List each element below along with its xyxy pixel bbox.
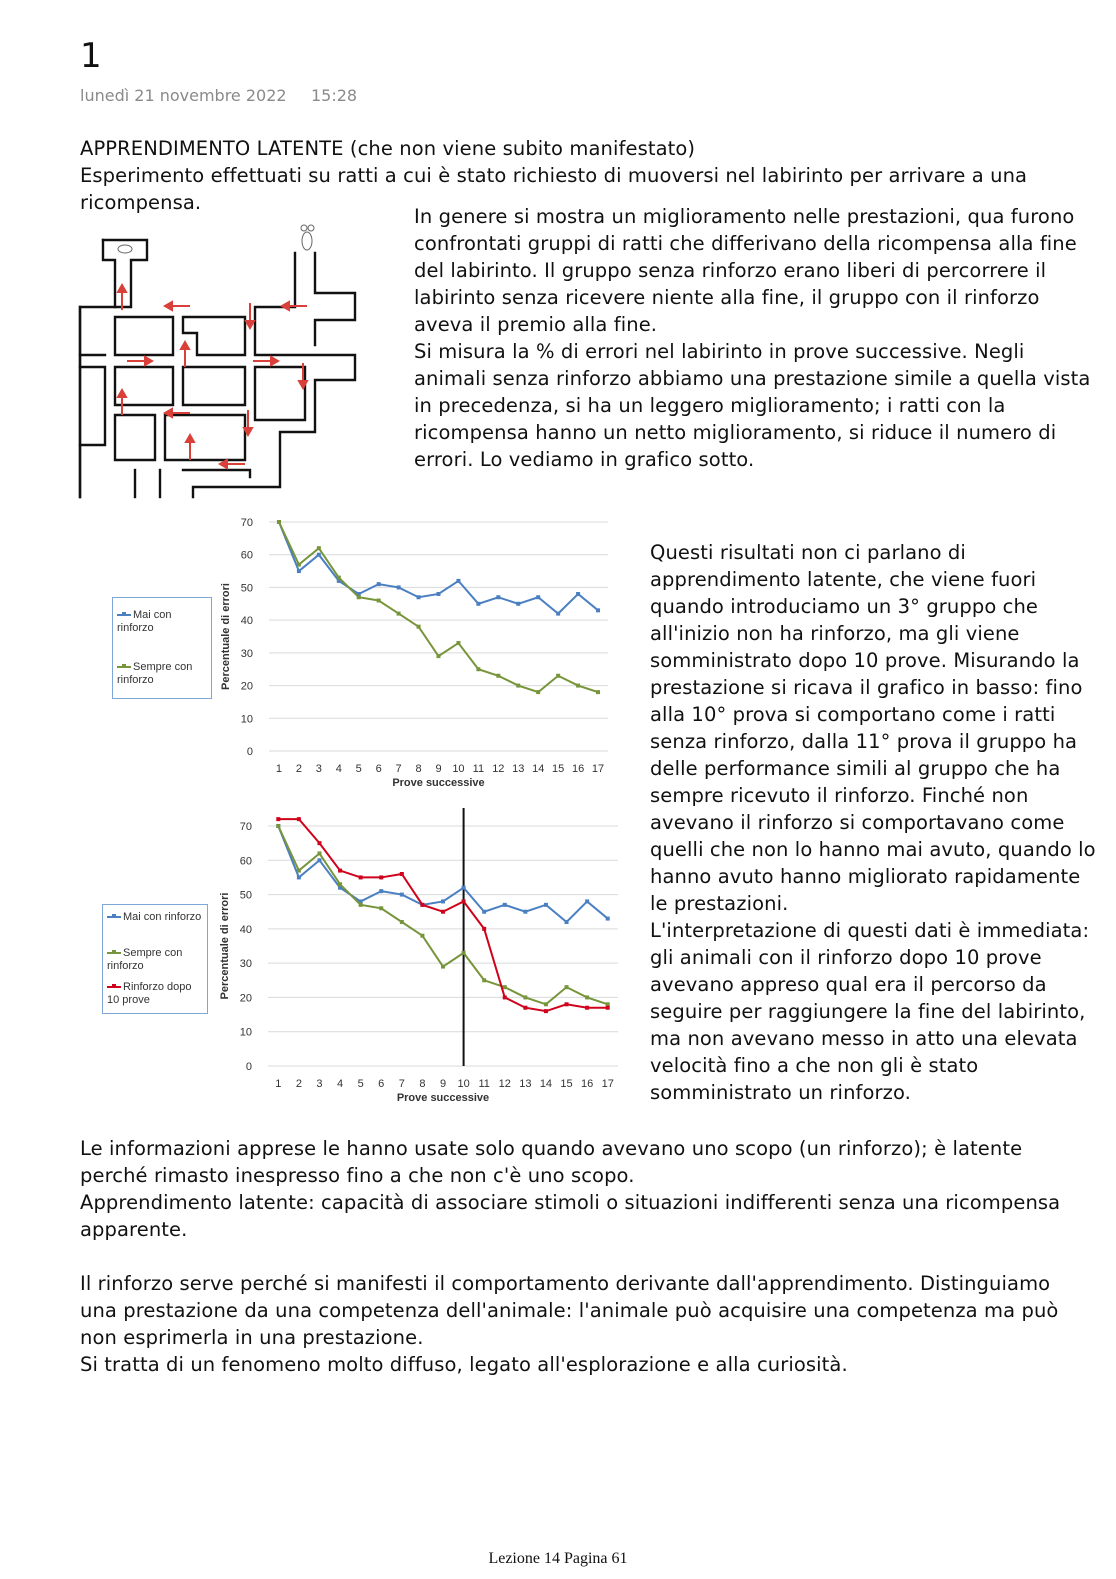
y-tick-label: 10 bbox=[240, 713, 253, 726]
data-point bbox=[441, 965, 445, 969]
data-point bbox=[397, 585, 401, 589]
data-point bbox=[596, 690, 600, 694]
data-point bbox=[420, 903, 424, 907]
legend-item-blue bbox=[107, 911, 205, 924]
conclusion-paragraph-4: Si tratta di un fenomeno molto diffuso, legato all'esplorazione e alla curiosità. bbox=[80, 1353, 848, 1376]
x-tick-label: 16 bbox=[571, 763, 585, 775]
data-point bbox=[556, 674, 560, 678]
data-point bbox=[359, 875, 363, 879]
data-point bbox=[536, 690, 540, 694]
x-tick-label: 15 bbox=[560, 1078, 573, 1090]
data-point bbox=[400, 893, 404, 897]
x-tick-label: 3 bbox=[315, 763, 322, 775]
x-tick-label: 10 bbox=[452, 763, 465, 775]
x-tick-label: 8 bbox=[415, 763, 422, 775]
chart-two-groups bbox=[222, 508, 614, 793]
data-point bbox=[400, 920, 404, 924]
data-point bbox=[397, 612, 401, 616]
legend-swatch-green bbox=[117, 666, 131, 668]
legend-item-red bbox=[107, 981, 205, 1007]
x-axis-label: Prove successive bbox=[396, 1092, 490, 1104]
data-point bbox=[338, 869, 342, 873]
data-point bbox=[297, 875, 301, 879]
x-tick-label: 11 bbox=[472, 763, 485, 775]
data-point bbox=[496, 595, 500, 599]
data-point bbox=[317, 553, 321, 557]
legend-label: Sempre con rinforzo bbox=[117, 661, 193, 686]
series-line bbox=[279, 522, 598, 614]
data-point bbox=[482, 910, 486, 914]
y-axis-label: Percentuale di errori bbox=[219, 892, 231, 1000]
description-paragraph-2: Si misura la % di errori nel labirinto in prove successive. Negli animali senza rinforzo abbiamo una prestazione simile a quella vista in precedenza, si ha un leggero miglioramento; i ratti con la ricompensa hanno un netto miglioramento, si riduce il numero di errori. Lo vediamo in grafico sotto. bbox=[414, 340, 1091, 471]
data-point bbox=[544, 903, 548, 907]
legend-swatch-blue bbox=[107, 916, 121, 918]
chart1-legend bbox=[112, 597, 212, 699]
data-point bbox=[503, 903, 507, 907]
x-tick-label: 5 bbox=[357, 1078, 364, 1090]
x-tick-label: 7 bbox=[398, 1078, 405, 1090]
data-point bbox=[317, 851, 321, 855]
data-point bbox=[606, 917, 610, 921]
x-tick-label: 9 bbox=[435, 763, 442, 775]
data-point bbox=[297, 569, 301, 573]
x-tick-label: 6 bbox=[378, 1078, 385, 1090]
data-point bbox=[277, 520, 281, 524]
maze-description bbox=[414, 203, 1092, 473]
x-tick-label: 4 bbox=[335, 763, 342, 775]
data-point bbox=[476, 602, 480, 606]
y-tick-label: 50 bbox=[239, 889, 252, 902]
legend-item-green bbox=[117, 661, 209, 687]
x-tick-label: 14 bbox=[539, 1078, 553, 1090]
data-point bbox=[357, 595, 361, 599]
x-tick-label: 16 bbox=[580, 1078, 594, 1090]
data-point bbox=[437, 592, 441, 596]
data-point bbox=[482, 978, 486, 982]
data-point bbox=[297, 869, 301, 873]
data-point bbox=[417, 625, 421, 629]
data-point bbox=[400, 872, 404, 876]
intro-paragraph: Esperimento effettuati su ratti a cui è stato richiesto di muoversi nel labirinto per arrivare a una ricompensa. bbox=[80, 164, 1028, 214]
legend-swatch-blue bbox=[117, 614, 131, 616]
data-point bbox=[297, 563, 301, 567]
conclusion-paragraph-3: Il rinforzo serve perché si manifesti il comportamento derivante dall'apprendimento. Distinguiamo una prestazione da una competenza dell'animale: l'animale può acquisire una competenza ma può non esprimerla in una prestazione. bbox=[80, 1272, 1059, 1349]
explanation-paragraph-2: L'interpretazione di questi dati è immediata: gli animali con il rinforzo dopo 10 prove avevano appreso qual era il percorso da seguire per raggiungere la fine del labirinto, ma non avevano messo in atto una elevata velocità fino a che non gli è stato somministrato un rinforzo. bbox=[650, 919, 1090, 1104]
x-tick-label: 15 bbox=[552, 763, 565, 775]
y-tick-label: 70 bbox=[239, 821, 252, 833]
legend-label: Mai con rinforzo bbox=[123, 911, 202, 923]
data-point bbox=[606, 1006, 610, 1010]
x-tick-label: 5 bbox=[355, 763, 362, 775]
y-tick-label: 20 bbox=[239, 992, 252, 1005]
data-point bbox=[476, 667, 480, 671]
data-point bbox=[377, 599, 381, 603]
data-point bbox=[536, 595, 540, 599]
x-tick-label: 13 bbox=[519, 1078, 532, 1090]
y-tick-label: 30 bbox=[239, 958, 252, 971]
data-point bbox=[441, 910, 445, 914]
data-point bbox=[606, 1002, 610, 1006]
maze-arrows bbox=[118, 285, 307, 468]
x-tick-label: 4 bbox=[336, 1078, 344, 1090]
data-point bbox=[417, 595, 421, 599]
data-point bbox=[437, 654, 441, 658]
data-point bbox=[482, 927, 486, 931]
x-tick-label: 12 bbox=[498, 1078, 511, 1090]
y-tick-label: 60 bbox=[239, 855, 252, 868]
data-point bbox=[585, 899, 589, 903]
data-point bbox=[516, 684, 520, 688]
chart-three-groups bbox=[219, 796, 622, 1111]
data-point bbox=[420, 934, 424, 938]
page-title: 1 bbox=[80, 36, 102, 76]
x-tick-label: 1 bbox=[275, 763, 283, 775]
legend-item-green bbox=[107, 947, 205, 973]
legend-label: Sempre con rinforzo bbox=[107, 947, 183, 972]
data-point bbox=[516, 602, 520, 606]
x-tick-label: 13 bbox=[512, 763, 525, 775]
data-point bbox=[523, 1006, 527, 1010]
charts-explanation bbox=[650, 539, 1098, 1106]
data-point bbox=[456, 579, 460, 583]
x-tick-label: 2 bbox=[295, 763, 302, 775]
explanation-paragraph-1: Questi risultati non ci parlano di apprendimento latente, che viene fuori quando introduciamo un 3° gruppo che all'inizio non ha rinforzo, ma gli viene somministrato dopo 10 prove. Misurando la prestazione si ricava il grafico in basso: fino alla 10° prova si comportano come i ratti senza rinforzo, dalla 11° prova il gruppo ha delle performance simili al gruppo che ha sempre ricevuto il rinforzo. Finché non avevano il rinforzo si comportavano come quelli che non lo hanno mai avuto, quando lo hanno avuto hanno migliorato rapidamente le prestazioni. bbox=[650, 541, 1096, 915]
x-tick-label: 17 bbox=[591, 763, 605, 775]
data-point bbox=[585, 1006, 589, 1010]
data-point bbox=[456, 641, 460, 645]
x-tick-label: 12 bbox=[492, 763, 505, 775]
data-point bbox=[544, 1009, 548, 1013]
data-point bbox=[317, 841, 321, 845]
data-point bbox=[462, 886, 466, 890]
x-tick-label: 10 bbox=[457, 1078, 470, 1090]
x-tick-label: 2 bbox=[295, 1078, 302, 1090]
y-tick-label: 0 bbox=[245, 1061, 252, 1073]
y-tick-label: 60 bbox=[240, 549, 253, 562]
legend-item-blue bbox=[117, 609, 209, 635]
x-tick-label: 17 bbox=[601, 1078, 614, 1090]
data-point bbox=[565, 920, 569, 924]
data-point bbox=[317, 858, 321, 862]
data-point bbox=[359, 903, 363, 907]
x-tick-label: 9 bbox=[439, 1078, 447, 1090]
data-point bbox=[556, 612, 560, 616]
legend-swatch-red bbox=[107, 986, 121, 988]
x-tick-label: 1 bbox=[275, 1078, 282, 1090]
y-tick-label: 40 bbox=[240, 615, 253, 628]
x-tick-label: 3 bbox=[316, 1078, 323, 1090]
section-heading: APPRENDIMENTO LATENTE (che non viene subito manifestato) bbox=[80, 137, 696, 160]
data-point bbox=[585, 995, 589, 999]
maze-figure bbox=[75, 215, 375, 500]
data-point bbox=[379, 875, 383, 879]
conclusion-block bbox=[80, 1135, 1080, 1378]
y-tick-label: 0 bbox=[246, 746, 253, 758]
data-point bbox=[565, 985, 569, 989]
y-axis-label: Percentuale di errori bbox=[220, 583, 232, 690]
data-point bbox=[379, 906, 383, 910]
data-point bbox=[596, 608, 600, 612]
data-point bbox=[503, 985, 507, 989]
x-tick-label: 8 bbox=[419, 1078, 426, 1090]
date-label: lunedì 21 novembre 2022 bbox=[80, 86, 287, 105]
y-tick-label: 50 bbox=[240, 582, 253, 595]
data-point bbox=[337, 576, 341, 580]
data-point bbox=[496, 674, 500, 678]
time-label: 15:28 bbox=[311, 86, 358, 105]
data-point bbox=[576, 684, 580, 688]
series-line bbox=[278, 826, 607, 922]
page-footer: Lezione 14 Pagina 61 bbox=[488, 1550, 628, 1567]
conclusion-paragraph-2: Apprendimento latente: capacità di associare stimoli o situazioni indifferenti senza una ricompensa apparente. bbox=[80, 1191, 1061, 1241]
data-point bbox=[379, 889, 383, 893]
data-point bbox=[338, 882, 342, 886]
data-point bbox=[276, 824, 280, 828]
spacer bbox=[80, 1243, 1080, 1270]
data-point bbox=[523, 995, 527, 999]
legend-swatch-green bbox=[107, 952, 121, 954]
legend-label: Rinforzo dopo 10 prove bbox=[107, 981, 192, 1006]
data-point bbox=[565, 1002, 569, 1006]
y-tick-label: 10 bbox=[239, 1026, 252, 1039]
conclusion-paragraph-1: Le informazioni apprese le hanno usate solo quando avevano uno scopo (un rinforzo); è latente perché rimasto inespresso fino a che non c'è uno scopo. bbox=[80, 1137, 1023, 1187]
x-tick-label: 6 bbox=[375, 763, 382, 775]
data-point bbox=[462, 951, 466, 955]
x-axis-label: Prove successive bbox=[392, 777, 485, 789]
data-point bbox=[297, 817, 301, 821]
data-point bbox=[544, 1002, 548, 1006]
data-point bbox=[503, 995, 507, 999]
x-tick-label: 11 bbox=[478, 1078, 490, 1090]
data-point bbox=[576, 592, 580, 596]
description-paragraph-1: In genere si mostra un miglioramento nelle prestazioni, qua furono confrontati gruppi di ratti che differivano della ricompensa alla fine del labirinto. Il gruppo senza rinforzo erano liberi di percorrere il labirinto senza ricevere niente alla fine, il gruppo con il rinforzo aveva il premio alla fine. bbox=[414, 205, 1077, 336]
data-point bbox=[377, 582, 381, 586]
y-tick-label: 20 bbox=[240, 680, 253, 693]
chart2-legend bbox=[102, 904, 208, 1014]
y-tick-label: 40 bbox=[239, 923, 252, 936]
y-tick-label: 70 bbox=[240, 517, 253, 529]
y-tick-label: 30 bbox=[240, 647, 253, 660]
legend-label: Mai con rinforzo bbox=[117, 609, 172, 634]
x-tick-label: 7 bbox=[395, 763, 402, 775]
data-point bbox=[276, 817, 280, 821]
data-point bbox=[462, 899, 466, 903]
data-point bbox=[441, 899, 445, 903]
data-point bbox=[317, 546, 321, 550]
x-tick-label: 14 bbox=[532, 763, 545, 775]
data-point bbox=[523, 910, 527, 914]
